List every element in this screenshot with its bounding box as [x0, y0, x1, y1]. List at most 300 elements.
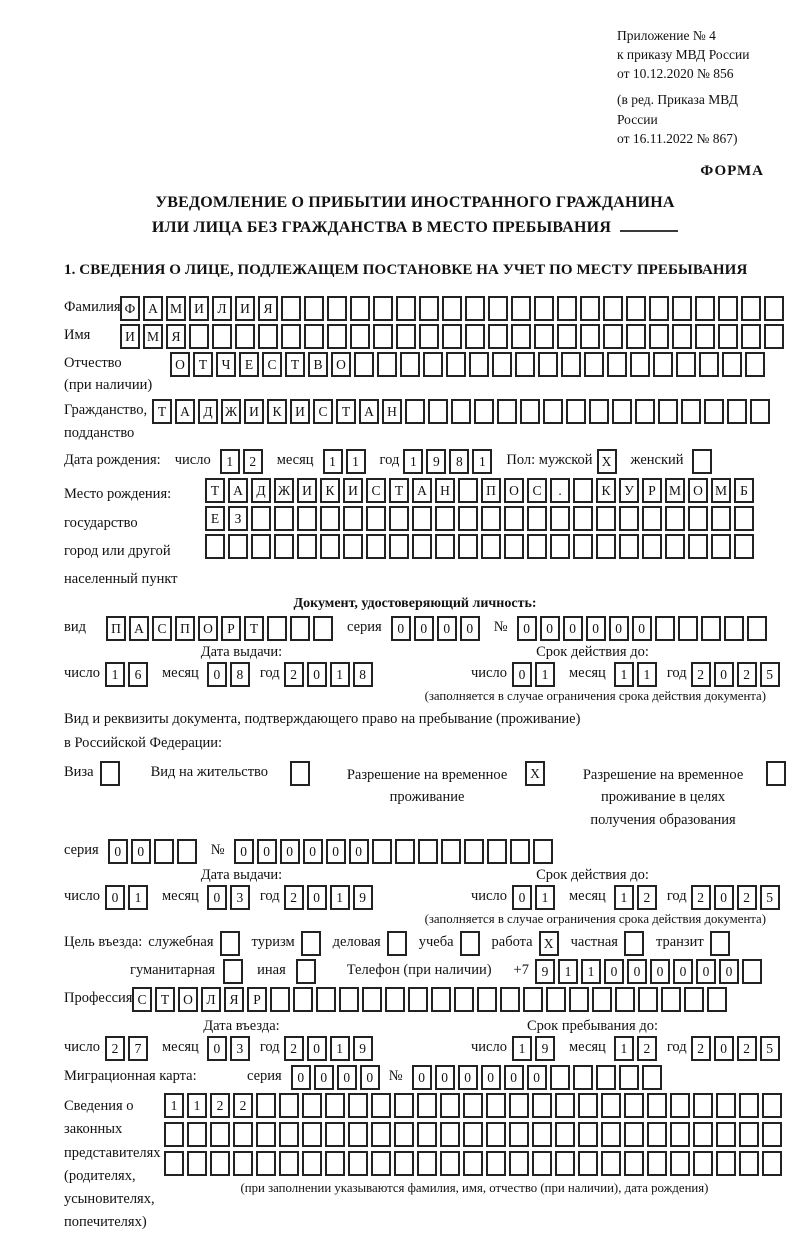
char-cell-empty[interactable]: [189, 324, 209, 349]
char-cell-filled[interactable]: И: [120, 324, 140, 349]
char-cell-empty[interactable]: [573, 506, 593, 531]
char-cell-filled[interactable]: 2: [637, 885, 657, 910]
char-cell-empty[interactable]: [366, 534, 386, 559]
char-cell-filled[interactable]: С: [527, 478, 547, 503]
char-cell-filled[interactable]: 0: [719, 959, 739, 984]
char-cell-empty[interactable]: [762, 1151, 782, 1176]
char-cell-empty[interactable]: [741, 296, 761, 321]
char-cell-empty[interactable]: [741, 324, 761, 349]
char-cell-empty[interactable]: [418, 839, 438, 864]
char-cell-empty[interactable]: [281, 296, 301, 321]
char-cell-empty[interactable]: [688, 534, 708, 559]
char-cell-filled[interactable]: Д: [198, 399, 218, 424]
char-cell-empty[interactable]: [670, 1151, 690, 1176]
char-cell-empty[interactable]: [423, 352, 443, 377]
char-cell-empty[interactable]: [417, 1093, 437, 1118]
char-cell-filled[interactable]: 8: [449, 449, 469, 474]
char-cell-filled[interactable]: 3: [230, 885, 250, 910]
char-cell-empty[interactable]: [527, 506, 547, 531]
char-cell-empty[interactable]: [228, 534, 248, 559]
char-cell-empty[interactable]: [533, 839, 553, 864]
char-cell-empty[interactable]: [603, 324, 623, 349]
char-cell-filled[interactable]: Е: [205, 506, 225, 531]
char-cell-empty[interactable]: [711, 534, 731, 559]
char-cell-filled[interactable]: 1: [323, 449, 343, 474]
char-cell-empty[interactable]: [699, 352, 719, 377]
char-cell-filled[interactable]: 9: [535, 1036, 555, 1061]
char-cell-empty[interactable]: [739, 1122, 759, 1147]
char-cell-empty[interactable]: [320, 506, 340, 531]
char-cell-empty[interactable]: [458, 534, 478, 559]
char-cell-empty[interactable]: [626, 324, 646, 349]
char-cell-empty[interactable]: [734, 506, 754, 531]
char-cell-empty[interactable]: [764, 296, 784, 321]
char-cell-empty[interactable]: [394, 1151, 414, 1176]
char-cell-empty[interactable]: [619, 506, 639, 531]
char-cell-empty[interactable]: [543, 399, 563, 424]
char-cell-empty[interactable]: [290, 616, 310, 641]
char-cell-filled[interactable]: 1: [614, 662, 634, 687]
char-cell-empty[interactable]: [601, 1093, 621, 1118]
char-cell-filled[interactable]: 0: [314, 1065, 334, 1090]
char-cell-empty[interactable]: [642, 534, 662, 559]
char-cell-filled[interactable]: Д: [251, 478, 271, 503]
char-cell-empty[interactable]: [440, 1151, 460, 1176]
char-cell-empty[interactable]: [187, 1122, 207, 1147]
char-cell-filled[interactable]: 0: [337, 1065, 357, 1090]
char-cell-empty[interactable]: [486, 1093, 506, 1118]
char-cell-filled[interactable]: Я: [258, 296, 278, 321]
char-cell-empty[interactable]: [350, 324, 370, 349]
char-cell-filled[interactable]: 0: [627, 959, 647, 984]
char-cell-empty[interactable]: [584, 352, 604, 377]
char-cell-empty[interactable]: [742, 959, 762, 984]
char-cell-filled[interactable]: 5: [760, 662, 780, 687]
char-cell-empty[interactable]: [316, 987, 336, 1012]
char-cell-filled[interactable]: О: [504, 478, 524, 503]
char-cell-empty[interactable]: [354, 352, 374, 377]
char-cell-empty[interactable]: [343, 506, 363, 531]
char-cell-empty[interactable]: [647, 1093, 667, 1118]
char-cell-filled[interactable]: 0: [460, 616, 480, 641]
char-cell-empty[interactable]: [431, 987, 451, 1012]
char-cell-empty[interactable]: [396, 324, 416, 349]
char-cell-empty[interactable]: [274, 506, 294, 531]
char-cell-empty[interactable]: [693, 1093, 713, 1118]
char-cell-empty[interactable]: [377, 352, 397, 377]
char-cell-empty[interactable]: [256, 1151, 276, 1176]
char-cell-empty[interactable]: [279, 1093, 299, 1118]
char-cell-empty[interactable]: [500, 987, 520, 1012]
char-cell-filled[interactable]: Ж: [221, 399, 241, 424]
char-cell-filled[interactable]: С: [313, 399, 333, 424]
char-cell-empty[interactable]: [274, 534, 294, 559]
char-cell-filled[interactable]: 0: [609, 616, 629, 641]
char-cell-filled[interactable]: М: [711, 478, 731, 503]
char-cell-empty[interactable]: [511, 296, 531, 321]
char-cell-filled[interactable]: 2: [243, 449, 263, 474]
char-cell-empty[interactable]: [711, 506, 731, 531]
char-cell-empty[interactable]: [750, 399, 770, 424]
char-cell-empty[interactable]: [487, 839, 507, 864]
char-cell-filled[interactable]: Т: [205, 478, 225, 503]
char-cell-filled[interactable]: 2: [637, 1036, 657, 1061]
char-cell-empty[interactable]: [630, 352, 650, 377]
char-cell-empty[interactable]: [343, 534, 363, 559]
char-cell-filled[interactable]: 2: [105, 1036, 125, 1061]
char-cell-filled[interactable]: Л: [201, 987, 221, 1012]
char-cell-empty[interactable]: [532, 1122, 552, 1147]
char-cell-empty[interactable]: [256, 1122, 276, 1147]
char-cell-empty[interactable]: [561, 352, 581, 377]
char-cell-filled[interactable]: С: [262, 352, 282, 377]
char-cell-filled[interactable]: 0: [714, 1036, 734, 1061]
char-cell-empty[interactable]: [762, 1093, 782, 1118]
char-cell-filled[interactable]: О: [178, 987, 198, 1012]
char-cell-filled[interactable]: А: [359, 399, 379, 424]
visa-checkbox[interactable]: [100, 761, 120, 786]
sex-male-checkbox[interactable]: X: [597, 449, 617, 474]
char-cell-filled[interactable]: 1: [164, 1093, 184, 1118]
char-cell-filled[interactable]: 0: [512, 885, 532, 910]
char-cell-filled[interactable]: Н: [435, 478, 455, 503]
char-cell-empty[interactable]: [718, 324, 738, 349]
char-cell-empty[interactable]: [435, 506, 455, 531]
char-cell-filled[interactable]: А: [129, 616, 149, 641]
char-cell-filled[interactable]: В: [308, 352, 328, 377]
char-cell-empty[interactable]: [555, 1122, 575, 1147]
char-cell-filled[interactable]: 0: [105, 885, 125, 910]
char-cell-filled[interactable]: 0: [481, 1065, 501, 1090]
char-cell-empty[interactable]: [693, 1151, 713, 1176]
char-cell-filled[interactable]: 1: [535, 662, 555, 687]
char-cell-empty[interactable]: [486, 1122, 506, 1147]
char-cell-empty[interactable]: [458, 506, 478, 531]
char-cell-empty[interactable]: [474, 399, 494, 424]
char-cell-empty[interactable]: [210, 1122, 230, 1147]
char-cell-empty[interactable]: [578, 1151, 598, 1176]
char-cell-filled[interactable]: Б: [734, 478, 754, 503]
char-cell-empty[interactable]: [327, 296, 347, 321]
char-cell-empty[interactable]: [603, 296, 623, 321]
char-cell-empty[interactable]: [589, 399, 609, 424]
char-cell-filled[interactable]: 0: [207, 662, 227, 687]
char-cell-empty[interactable]: [325, 1151, 345, 1176]
char-cell-empty[interactable]: [642, 1065, 662, 1090]
char-cell-filled[interactable]: 0: [207, 885, 227, 910]
char-cell-empty[interactable]: [764, 324, 784, 349]
char-cell-filled[interactable]: 2: [284, 885, 304, 910]
char-cell-empty[interactable]: [492, 352, 512, 377]
char-cell-filled[interactable]: 0: [586, 616, 606, 641]
char-cell-filled[interactable]: С: [366, 478, 386, 503]
char-cell-filled[interactable]: 0: [303, 839, 323, 864]
char-cell-empty[interactable]: [210, 1151, 230, 1176]
char-cell-filled[interactable]: У: [619, 478, 639, 503]
char-cell-empty[interactable]: [400, 352, 420, 377]
sex-female-checkbox[interactable]: [692, 449, 712, 474]
char-cell-empty[interactable]: [454, 987, 474, 1012]
char-cell-empty[interactable]: [313, 616, 333, 641]
char-cell-filled[interactable]: О: [170, 352, 190, 377]
char-cell-filled[interactable]: Ч: [216, 352, 236, 377]
char-cell-filled[interactable]: Ф: [120, 296, 140, 321]
char-cell-empty[interactable]: [463, 1151, 483, 1176]
char-cell-empty[interactable]: [481, 506, 501, 531]
char-cell-empty[interactable]: [569, 987, 589, 1012]
char-cell-filled[interactable]: О: [688, 478, 708, 503]
char-cell-empty[interactable]: [435, 534, 455, 559]
char-cell-empty[interactable]: [394, 1122, 414, 1147]
char-cell-filled[interactable]: 7: [128, 1036, 148, 1061]
char-cell-filled[interactable]: С: [132, 987, 152, 1012]
char-cell-empty[interactable]: [256, 1093, 276, 1118]
char-cell-empty[interactable]: [592, 987, 612, 1012]
char-cell-empty[interactable]: [373, 324, 393, 349]
char-cell-empty[interactable]: [624, 1151, 644, 1176]
char-cell-empty[interactable]: [297, 534, 317, 559]
purpose-other-checkbox[interactable]: [296, 959, 316, 984]
char-cell-empty[interactable]: [716, 1151, 736, 1176]
char-cell-empty[interactable]: [469, 352, 489, 377]
purpose-tourism-checkbox[interactable]: [301, 931, 321, 956]
char-cell-filled[interactable]: 1: [614, 885, 634, 910]
char-cell-empty[interactable]: [258, 324, 278, 349]
char-cell-empty[interactable]: [281, 324, 301, 349]
char-cell-empty[interactable]: [596, 506, 616, 531]
char-cell-empty[interactable]: [164, 1151, 184, 1176]
char-cell-empty[interactable]: [716, 1122, 736, 1147]
char-cell-empty[interactable]: [515, 352, 535, 377]
char-cell-empty[interactable]: [527, 534, 547, 559]
char-cell-empty[interactable]: [509, 1093, 529, 1118]
char-cell-empty[interactable]: [678, 616, 698, 641]
char-cell-empty[interactable]: [464, 839, 484, 864]
char-cell-empty[interactable]: [727, 399, 747, 424]
char-cell-empty[interactable]: [372, 839, 392, 864]
char-cell-filled[interactable]: 1: [128, 885, 148, 910]
char-cell-empty[interactable]: [509, 1151, 529, 1176]
purpose-transit-checkbox[interactable]: [710, 931, 730, 956]
char-cell-empty[interactable]: [348, 1151, 368, 1176]
char-cell-empty[interactable]: [325, 1093, 345, 1118]
char-cell-empty[interactable]: [661, 987, 681, 1012]
char-cell-empty[interactable]: [580, 296, 600, 321]
char-cell-filled[interactable]: Т: [155, 987, 175, 1012]
char-cell-filled[interactable]: 6: [128, 662, 148, 687]
char-cell-filled[interactable]: З: [228, 506, 248, 531]
char-cell-filled[interactable]: И: [235, 296, 255, 321]
char-cell-empty[interactable]: [724, 616, 744, 641]
char-cell-filled[interactable]: 5: [760, 885, 780, 910]
char-cell-filled[interactable]: П: [106, 616, 126, 641]
char-cell-filled[interactable]: 1: [330, 1036, 350, 1061]
char-cell-filled[interactable]: Т: [193, 352, 213, 377]
char-cell-empty[interactable]: [251, 534, 271, 559]
char-cell-empty[interactable]: [477, 987, 497, 1012]
char-cell-empty[interactable]: [739, 1093, 759, 1118]
char-cell-empty[interactable]: [297, 506, 317, 531]
char-cell-empty[interactable]: [446, 352, 466, 377]
char-cell-empty[interactable]: [573, 478, 593, 503]
char-cell-filled[interactable]: 1: [637, 662, 657, 687]
char-cell-empty[interactable]: [550, 506, 570, 531]
char-cell-filled[interactable]: 0: [512, 662, 532, 687]
char-cell-empty[interactable]: [486, 1151, 506, 1176]
char-cell-filled[interactable]: Я: [224, 987, 244, 1012]
char-cell-empty[interactable]: [302, 1122, 322, 1147]
char-cell-empty[interactable]: [607, 352, 627, 377]
char-cell-empty[interactable]: [653, 352, 673, 377]
char-cell-filled[interactable]: П: [481, 478, 501, 503]
char-cell-empty[interactable]: [693, 1122, 713, 1147]
char-cell-empty[interactable]: [463, 1122, 483, 1147]
char-cell-filled[interactable]: 0: [307, 1036, 327, 1061]
char-cell-filled[interactable]: 1: [581, 959, 601, 984]
char-cell-filled[interactable]: 0: [207, 1036, 227, 1061]
char-cell-filled[interactable]: Т: [389, 478, 409, 503]
char-cell-filled[interactable]: 1: [187, 1093, 207, 1118]
char-cell-empty[interactable]: [304, 324, 324, 349]
char-cell-empty[interactable]: [440, 1122, 460, 1147]
char-cell-filled[interactable]: К: [596, 478, 616, 503]
char-cell-filled[interactable]: 0: [632, 616, 652, 641]
char-cell-empty[interactable]: [164, 1122, 184, 1147]
char-cell-empty[interactable]: [233, 1151, 253, 1176]
char-cell-empty[interactable]: [601, 1151, 621, 1176]
char-cell-filled[interactable]: И: [290, 399, 310, 424]
char-cell-filled[interactable]: М: [166, 296, 186, 321]
char-cell-filled[interactable]: Е: [239, 352, 259, 377]
char-cell-empty[interactable]: [366, 506, 386, 531]
char-cell-filled[interactable]: 1: [472, 449, 492, 474]
char-cell-empty[interactable]: [676, 352, 696, 377]
char-cell-filled[interactable]: Р: [221, 616, 241, 641]
char-cell-empty[interactable]: [655, 616, 675, 641]
char-cell-empty[interactable]: [672, 296, 692, 321]
char-cell-filled[interactable]: 0: [673, 959, 693, 984]
char-cell-filled[interactable]: 2: [210, 1093, 230, 1118]
char-cell-empty[interactable]: [394, 1093, 414, 1118]
char-cell-empty[interactable]: [412, 506, 432, 531]
char-cell-empty[interactable]: [389, 534, 409, 559]
char-cell-empty[interactable]: [534, 296, 554, 321]
char-cell-filled[interactable]: 2: [737, 1036, 757, 1061]
char-cell-filled[interactable]: 1: [512, 1036, 532, 1061]
char-cell-filled[interactable]: 2: [233, 1093, 253, 1118]
char-cell-filled[interactable]: О: [198, 616, 218, 641]
char-cell-empty[interactable]: [555, 1093, 575, 1118]
char-cell-filled[interactable]: 3: [230, 1036, 250, 1061]
char-cell-filled[interactable]: 8: [230, 662, 250, 687]
char-cell-empty[interactable]: [348, 1093, 368, 1118]
char-cell-empty[interactable]: [681, 399, 701, 424]
char-cell-filled[interactable]: Н: [382, 399, 402, 424]
char-cell-empty[interactable]: [716, 1093, 736, 1118]
char-cell-filled[interactable]: 0: [517, 616, 537, 641]
char-cell-filled[interactable]: 0: [437, 616, 457, 641]
char-cell-empty[interactable]: [647, 1122, 667, 1147]
char-cell-empty[interactable]: [550, 534, 570, 559]
char-cell-filled[interactable]: С: [152, 616, 172, 641]
char-cell-filled[interactable]: И: [244, 399, 264, 424]
char-cell-filled[interactable]: 2: [691, 1036, 711, 1061]
char-cell-empty[interactable]: [619, 534, 639, 559]
char-cell-empty[interactable]: [442, 324, 462, 349]
char-cell-empty[interactable]: [635, 399, 655, 424]
char-cell-filled[interactable]: 9: [353, 885, 373, 910]
char-cell-empty[interactable]: [688, 506, 708, 531]
char-cell-empty[interactable]: [504, 506, 524, 531]
char-cell-empty[interactable]: [642, 506, 662, 531]
char-cell-empty[interactable]: [566, 399, 586, 424]
char-cell-empty[interactable]: [154, 839, 174, 864]
char-cell-filled[interactable]: И: [189, 296, 209, 321]
char-cell-empty[interactable]: [557, 324, 577, 349]
char-cell-filled[interactable]: А: [175, 399, 195, 424]
residence-permit-checkbox[interactable]: [290, 761, 310, 786]
char-cell-empty[interactable]: [417, 1151, 437, 1176]
char-cell-empty[interactable]: [304, 296, 324, 321]
char-cell-filled[interactable]: 0: [391, 616, 411, 641]
char-cell-empty[interactable]: [550, 1065, 570, 1090]
char-cell-empty[interactable]: [672, 324, 692, 349]
char-cell-empty[interactable]: [658, 399, 678, 424]
char-cell-empty[interactable]: [684, 987, 704, 1012]
char-cell-empty[interactable]: [302, 1151, 322, 1176]
char-cell-filled[interactable]: 0: [563, 616, 583, 641]
char-cell-empty[interactable]: [701, 616, 721, 641]
char-cell-empty[interactable]: [463, 1093, 483, 1118]
char-cell-empty[interactable]: [187, 1151, 207, 1176]
char-cell-empty[interactable]: [442, 296, 462, 321]
char-cell-filled[interactable]: 0: [326, 839, 346, 864]
char-cell-filled[interactable]: Т: [336, 399, 356, 424]
char-cell-filled[interactable]: .: [550, 478, 570, 503]
char-cell-filled[interactable]: 0: [291, 1065, 311, 1090]
char-cell-filled[interactable]: 8: [353, 662, 373, 687]
char-cell-filled[interactable]: К: [320, 478, 340, 503]
char-cell-empty[interactable]: [555, 1151, 575, 1176]
char-cell-empty[interactable]: [417, 1122, 437, 1147]
char-cell-filled[interactable]: Я: [166, 324, 186, 349]
char-cell-empty[interactable]: [373, 296, 393, 321]
char-cell-empty[interactable]: [532, 1151, 552, 1176]
char-cell-empty[interactable]: [267, 616, 287, 641]
char-cell-filled[interactable]: А: [412, 478, 432, 503]
char-cell-empty[interactable]: [718, 296, 738, 321]
char-cell-filled[interactable]: Р: [642, 478, 662, 503]
char-cell-filled[interactable]: 0: [650, 959, 670, 984]
char-cell-filled[interactable]: 2: [284, 1036, 304, 1061]
char-cell-empty[interactable]: [441, 839, 461, 864]
char-cell-empty[interactable]: [523, 987, 543, 1012]
char-cell-filled[interactable]: 0: [307, 885, 327, 910]
char-cell-empty[interactable]: [293, 987, 313, 1012]
char-cell-empty[interactable]: [665, 506, 685, 531]
char-cell-empty[interactable]: [626, 296, 646, 321]
char-cell-filled[interactable]: Р: [247, 987, 267, 1012]
char-cell-filled[interactable]: И: [297, 478, 317, 503]
char-cell-empty[interactable]: [389, 506, 409, 531]
char-cell-empty[interactable]: [509, 1122, 529, 1147]
char-cell-empty[interactable]: [601, 1122, 621, 1147]
char-cell-empty[interactable]: [440, 1093, 460, 1118]
char-cell-filled[interactable]: 0: [108, 839, 128, 864]
char-cell-empty[interactable]: [302, 1093, 322, 1118]
char-cell-filled[interactable]: 0: [504, 1065, 524, 1090]
char-cell-empty[interactable]: [488, 296, 508, 321]
